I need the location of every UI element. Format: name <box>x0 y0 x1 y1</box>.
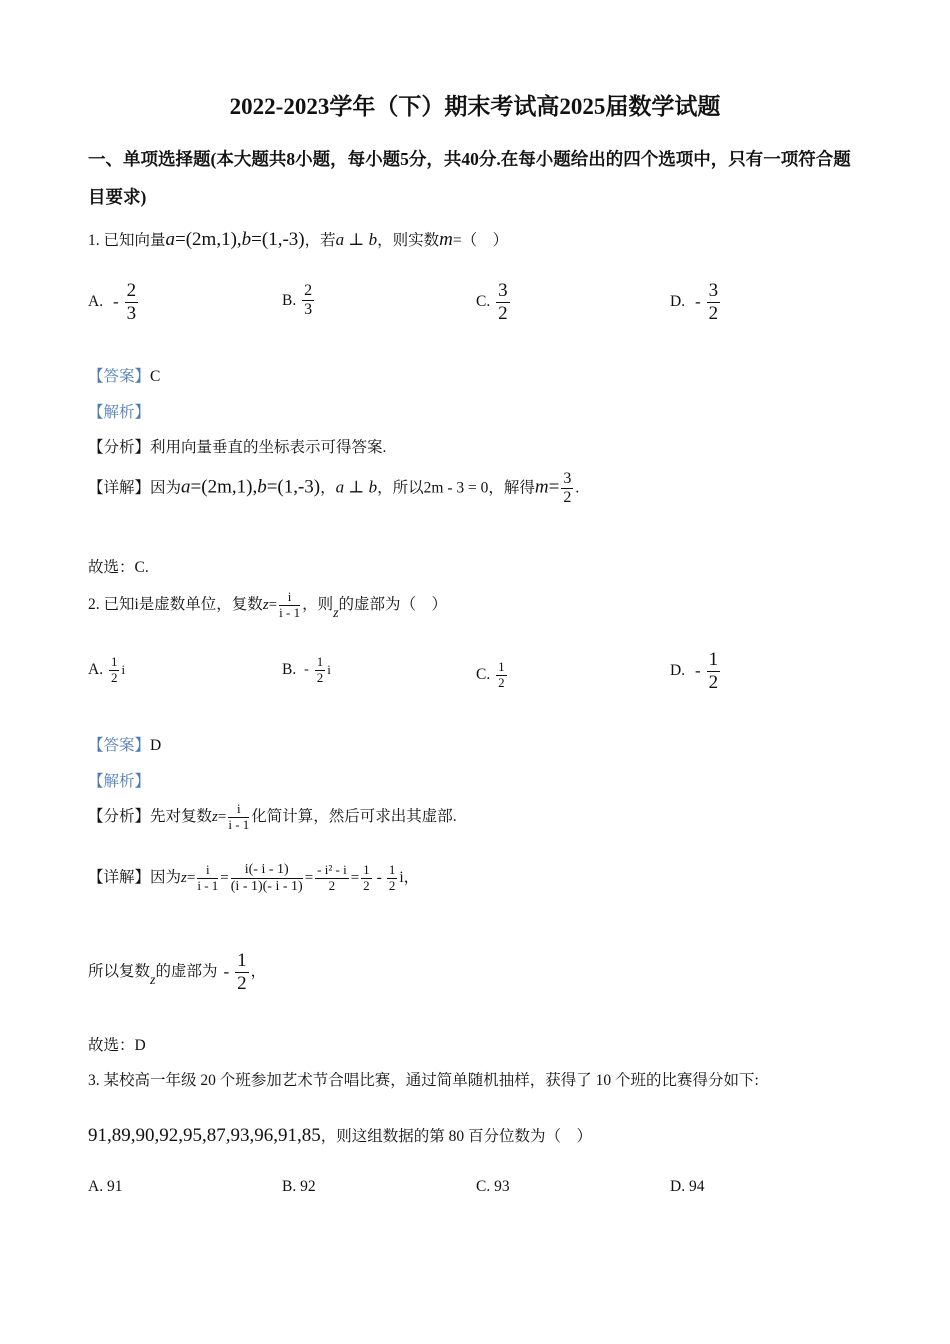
q2-choose: 故选：D <box>88 1037 146 1054</box>
q3-option-c[interactable]: C. 93 <box>476 1178 510 1195</box>
detail-vec-b-value: =(1,-3) <box>266 476 321 498</box>
q2-option-b[interactable] <box>282 655 331 686</box>
detail-minus: - <box>376 869 382 887</box>
so-middle: 的虚部为 <box>155 962 218 980</box>
detail-eq: = <box>186 870 196 887</box>
question-2-stem <box>88 590 447 621</box>
option-fraction: $\frac{3}{2}$ <box>498 280 508 324</box>
q1-option-a[interactable] <box>88 280 140 325</box>
q1-option-d[interactable] <box>670 280 722 325</box>
detail-comma: , <box>252 476 258 498</box>
q3-option-a[interactable]: A. 91 <box>88 1178 123 1195</box>
q2-mid: ，则 <box>302 596 334 613</box>
option-label: C. <box>476 666 491 684</box>
q2-fraction: $\frac{i}{i - 1}$ <box>279 589 301 620</box>
detail-vec-a: a <box>181 476 191 498</box>
q2-detail <box>88 862 419 895</box>
q2-z: z <box>262 597 269 613</box>
q3-data-line <box>88 1124 592 1147</box>
q1-comma: , <box>236 229 242 250</box>
q1-vec-a-value: =(2m,1) <box>175 229 237 250</box>
detail-vec-a-value: =(2m,1) <box>190 476 253 498</box>
option-suffix: i <box>121 662 126 678</box>
option-sign: - <box>112 292 119 312</box>
q1-answer <box>88 364 160 386</box>
q1-var-m: m <box>439 229 453 250</box>
answer-tag: 【答案】 <box>88 737 151 754</box>
option-label: B. <box>282 661 297 679</box>
so-fraction: $\frac{1}{2}$ <box>237 950 247 994</box>
so-end: ， <box>250 962 267 980</box>
option-label: D. <box>670 662 686 680</box>
fenxi-tag: 【分析】 <box>88 439 151 456</box>
detail-vec-b: b <box>257 476 267 498</box>
fenxi-prefix: 先对复数 <box>150 808 213 825</box>
fenxi-z: z <box>212 809 218 825</box>
detail-z: z <box>181 870 187 887</box>
question-1-stem <box>88 228 508 251</box>
option-label: C. <box>476 293 491 311</box>
q1-vec-b-value: =(1,-3) <box>251 229 305 250</box>
detail-tag: 【详解】 <box>88 869 151 887</box>
detail-fraction-3: $\frac{\text{- i² - i}}{2}$ <box>317 862 347 894</box>
option-label: A. <box>88 661 104 679</box>
detail-middle: ，所以2m - 3 = 0，解得 <box>377 479 535 497</box>
q1-analysis-tag: 【解析】 <box>88 404 151 421</box>
detail-eq: = <box>548 476 560 498</box>
q2-z2: z <box>333 606 339 621</box>
q1-vec-b: b <box>241 229 252 250</box>
detail-end: ， <box>403 869 420 887</box>
detail-sep: ， <box>320 479 336 497</box>
option-fraction: $\frac{1}{2}$ <box>110 654 118 685</box>
so-sign: - <box>223 962 230 982</box>
q2-eq: = <box>268 597 278 613</box>
option-label: D. <box>670 293 686 311</box>
q3-series: 91,89,90,92,95,87,93,96,91,85 <box>88 1125 321 1146</box>
detail-fraction-5: $\frac{1}{2}$ <box>388 862 396 894</box>
detail-i: i <box>399 869 404 887</box>
detail-eq: = <box>350 870 360 887</box>
option-sign: - <box>694 661 701 681</box>
fenxi-tail: 化简计算，然后可求出其虚部. <box>251 808 457 825</box>
q1-option-c[interactable] <box>476 280 512 325</box>
so-prefix: 所以复数 <box>88 962 151 980</box>
answer-value: C <box>150 368 161 385</box>
answer-tag: 【答案】 <box>88 368 151 385</box>
q2-fenxi <box>88 802 457 833</box>
detail-prefix: 因为 <box>150 479 182 497</box>
q1-option-b[interactable] <box>282 282 316 320</box>
q2-tail: 的虚部为（ ） <box>338 596 448 613</box>
fenxi-fraction: $\frac{i}{i - 1}$ <box>228 801 250 832</box>
q2-option-c[interactable] <box>476 660 509 691</box>
option-label: B. <box>282 291 297 309</box>
page-title: 2022-2023学年（下）期末考试高2025届数学试题 <box>229 94 721 119</box>
answer-value: D <box>150 737 162 754</box>
detail-fraction-2: $\frac{i(- i - 1)}{(i - 1)(- i - 1)}$ <box>230 862 303 895</box>
option-sign: - <box>304 662 309 678</box>
so-z: z <box>150 972 156 988</box>
q2-so <box>88 950 266 995</box>
q1-blank: =（ ） <box>452 232 509 249</box>
q2-answer <box>88 733 161 755</box>
q1-choose: 故选：C. <box>88 559 149 576</box>
option-fraction: $\frac{1}{2}$ <box>708 649 719 693</box>
option-fraction: $\frac{3}{2}$ <box>708 280 719 324</box>
section-heading: 一、单项选择题(本大题共8小题，每小题5分，共40分.在每小题给出的四个选项中，只有一项符合题目要求) <box>88 149 851 207</box>
option-fraction: $\frac{2}{3}$ <box>126 280 137 324</box>
question-3-stem: 3. 某校高一年级 20 个班参加艺术节合唱比赛，通过简单随机抽样，获得了 10 个班的比赛得分如下: <box>88 1072 759 1089</box>
fenxi-eq: = <box>217 809 227 825</box>
q1-ask: ，则实数 <box>377 232 440 249</box>
detail-fraction: $\frac{3}{2}$ <box>563 470 572 507</box>
option-label: A. <box>88 293 104 311</box>
q3-option-b[interactable]: B. 92 <box>282 1178 316 1195</box>
detail-fraction-4: $\frac{1}{2}$ <box>363 862 370 894</box>
q2-analysis-tag: 【解析】 <box>88 773 151 790</box>
q3-ask: ，则这组数据的第 80 百分位数为（ ） <box>320 1128 593 1145</box>
q1-prefix: 1. 已知向量 <box>88 232 166 249</box>
detail-condition: a ⊥ b <box>335 477 378 497</box>
q2-prefix: 2. 已知i是虚数单位，复数 <box>88 596 263 613</box>
option-fraction: $\frac{1}{2}$ <box>316 654 324 685</box>
detail-var-m: m <box>534 476 549 498</box>
option-suffix: i <box>327 662 331 678</box>
fenxi-text: 利用向量垂直的坐标表示可得答案. <box>150 439 387 456</box>
q1-vec-a: a <box>165 229 176 250</box>
detail-tag: 【详解】 <box>88 479 151 497</box>
option-sign: - <box>694 292 701 312</box>
detail-eq: = <box>304 870 314 887</box>
q3-option-d[interactable]: D. 94 <box>670 1178 705 1195</box>
q2-option-a[interactable] <box>88 655 125 686</box>
detail-eq: = <box>220 870 229 887</box>
detail-prefix: 因为 <box>150 869 182 887</box>
detail-fraction-1: $\frac{i}{i - 1}$ <box>197 862 219 894</box>
q1-fenxi <box>88 435 386 457</box>
option-fraction: $\frac{1}{2}$ <box>498 659 505 690</box>
option-fraction: $\frac{2}{3}$ <box>304 282 313 319</box>
q1-condition: a ⊥ b <box>335 230 378 249</box>
q2-option-d[interactable] <box>670 649 722 694</box>
q1-cond-prefix: ，若 <box>304 232 336 249</box>
fenxi-tag: 【分析】 <box>88 808 151 825</box>
q1-detail <box>88 470 579 508</box>
detail-end: . <box>575 479 580 497</box>
